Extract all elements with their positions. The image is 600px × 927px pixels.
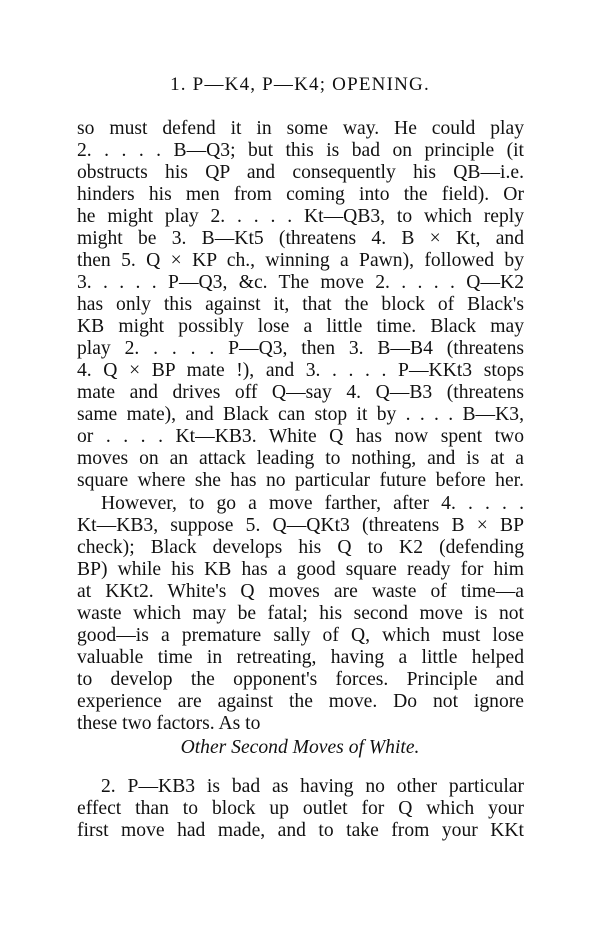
text-line: 4. Q × BP mate !), and 3. . . . . P—KKt3 stops [77, 360, 524, 381]
text-line: experience are against the move. Do not ignore [77, 691, 524, 712]
running-header: 1. P—K4, P—K4; OPENING. [170, 74, 430, 95]
text-line: square where she has no particular future before her. [77, 470, 524, 491]
text-line: so must defend it in some way. He could play [77, 118, 524, 139]
text-line: first move had made, and to take from your KKt [77, 820, 524, 841]
text-line: play 2. . . . . P—Q3, then 3. B—B4 (threatens [77, 338, 524, 359]
text-line: to develop the opponent's forces. Principle and [77, 669, 524, 690]
text-line: he might play 2. . . . . Kt—QB3, to which reply [77, 206, 524, 227]
text-line: BP) while his KB has a good square ready for him [77, 559, 524, 580]
text-line: obstructs his QP and consequently his QB—i.e. [77, 162, 524, 183]
section-subheading: Other Second Moves of White. [180, 737, 420, 758]
text-line: waste which may be fatal; his second move is not [77, 603, 524, 624]
text-line: these two factors. As to [77, 713, 261, 734]
text-line: might be 3. B—Kt5 (threatens 4. B × Kt, and [77, 228, 524, 249]
text-line: at KKt2. White's Q moves are waste of time—a [77, 581, 524, 602]
text-line: check); Black develops his Q to K2 (defending [77, 537, 524, 558]
text-line: Kt—KB3, suppose 5. Q—QKt3 (threatens B × BP [77, 515, 524, 536]
text-line: mate and drives off Q—say 4. Q—B3 (threatens [77, 382, 524, 403]
text-line: However, to go a move farther, after 4. . . . . [101, 493, 524, 514]
text-line: has only this against it, that the block of Black's [77, 294, 524, 315]
text-line: good—is a premature sally of Q, which must lose [77, 625, 524, 646]
text-line: same mate), and Black can stop it by . . . . B—K3, [77, 404, 524, 425]
text-line: moves on an attack leading to nothing, and is at a [77, 448, 524, 469]
text-line: then 5. Q × KP ch., winning a Pawn), followed by [77, 250, 524, 271]
text-line: hinders his men from coming into the field). Or [77, 184, 524, 205]
text-line: 3. . . . . P—Q3, &c. The move 2. . . . . Q—K2 [77, 272, 524, 293]
text-line: valuable time in retreating, having a little helped [77, 647, 524, 668]
text-line: 2. P—KB3 is bad as having no other particular [101, 776, 524, 797]
text-line: effect than to block up outlet for Q which your [77, 798, 524, 819]
text-line: or . . . . Kt—KB3. White Q has now spent two [77, 426, 524, 447]
text-line: KB might possibly lose a little time. Black may [77, 316, 524, 337]
text-line: 2. . . . . B—Q3; but this is bad on principle (it [77, 140, 524, 161]
